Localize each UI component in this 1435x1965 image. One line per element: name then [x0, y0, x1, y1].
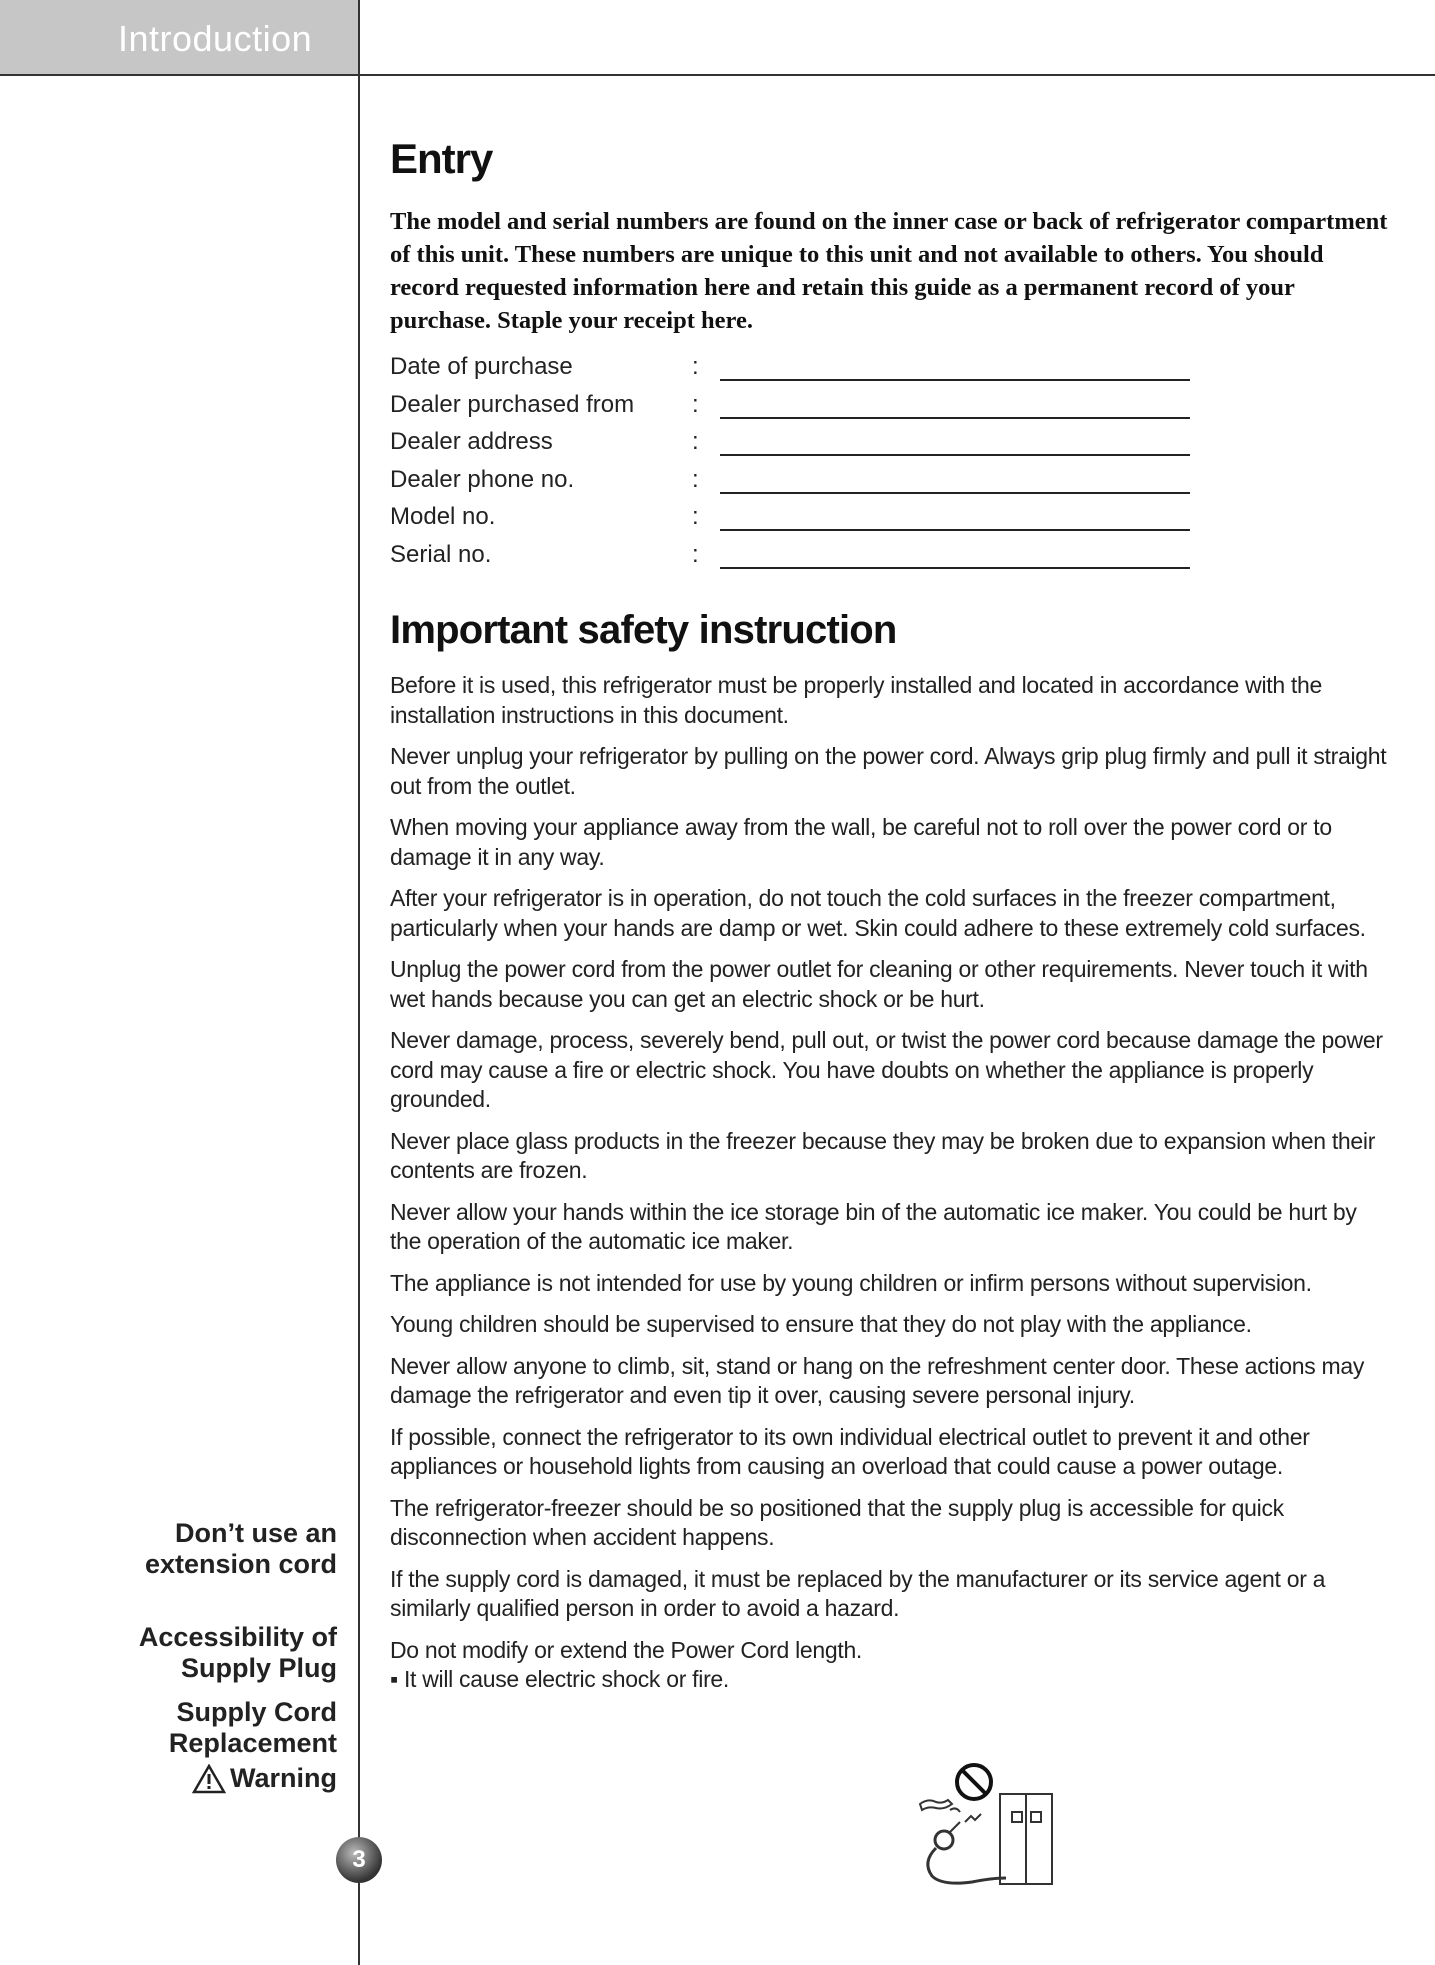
safety-paragraph: Never allow anyone to climb, sit, stand or hang on the refreshment center door. These actions may damage the refrigerator and even tip it over, causing severe personal injury.	[390, 1352, 1365, 1408]
safety-paragraph: Young children should be supervised to ensure that they do not play with the appliance.	[390, 1311, 1252, 1337]
safety-paragraph: Before it is used, this refrigerator must be properly installed and located in accordance with the installation instructions in this document.	[390, 672, 1322, 728]
entry-intro: The model and serial numbers are found on the inner case or back of refrigerator compartment of this unit. These numbers are unique to this unit and not available to others. You should record requested information here and retain this guide as a permanent record of your purchase. Staple your receipt here.	[390, 208, 1388, 334]
sidebar-label: Supply Cord	[176, 1697, 337, 1727]
field-label: Model no.	[390, 503, 496, 530]
field-label: Serial no.	[390, 540, 492, 568]
field-model-no	[390, 497, 1390, 535]
field-date-of-purchase	[390, 347, 1390, 385]
field-colon: :	[692, 390, 699, 418]
main-content	[390, 135, 1390, 1707]
section-tab-label: Introduction	[118, 18, 313, 59]
safety-paragraph: Never damage, process, severely bend, pull out, or twist the power cord because damage the power cord may cause a fire or electric shock. You have doubts on whether the appliance is properly grounded.	[390, 1027, 1383, 1112]
field-dealer-phone	[390, 460, 1390, 498]
field-blank-line	[720, 454, 1190, 456]
field-dealer-address	[390, 422, 1390, 460]
page-number-badge: 3	[336, 1837, 382, 1883]
field-label: Dealer phone no.	[390, 465, 575, 493]
safety-paragraph: Never place glass products in the freezer because they may be broken due to expansion when their contents are frozen.	[390, 1127, 1376, 1183]
field-blank-line	[720, 567, 1190, 569]
sidebar-label: Replacement	[168, 1728, 337, 1758]
field-colon: :	[692, 465, 699, 493]
warning-bullet: ▪ It will cause electric shock or fire.	[390, 1666, 730, 1692]
warning-paragraph: Do not modify or extend the Power Cord length.	[390, 1636, 863, 1663]
extension-cord-paragraph: If possible, connect the refrigerator to its own individual electrical outlet to prevent it and other appliances or household lights from causing an overload that could cause a power outage.	[390, 1423, 1310, 1479]
sidebar-warning	[192, 1763, 337, 1794]
field-blank-line	[720, 492, 1190, 494]
sidebar-label: Supply Plug	[180, 1653, 337, 1683]
field-label: Date of purchase	[390, 353, 573, 380]
field-colon: :	[692, 353, 699, 380]
field-blank-line	[720, 417, 1190, 419]
sidebar-label: Accessibility of	[138, 1622, 337, 1652]
no-extension-cord-illustration	[910, 1762, 1060, 1890]
plug-icon	[935, 1831, 953, 1849]
section-tab	[0, 0, 360, 74]
record-fields	[390, 347, 1390, 572]
supply-cord-paragraph: If the supply cord is damaged, it must be replaced by the manufacturer or its service agent or a similarly qualified person in order to avoid a hazard.	[390, 1565, 1326, 1621]
field-dealer-purchased-from	[390, 385, 1390, 423]
sidebar-supply-plug	[139, 1622, 337, 1684]
hand-icon	[920, 1800, 952, 1810]
sidebar-label: Don’t use an	[174, 1518, 337, 1548]
field-serial-no	[390, 535, 1390, 573]
supply-plug-paragraph: The refrigerator-freezer should be so positioned that the supply plug is accessible for quick disconnection when accident happens.	[390, 1494, 1284, 1550]
sidebar-extension-cord	[145, 1518, 337, 1580]
margin-rule	[358, 0, 360, 1965]
safety-paragraph: When moving your appliance away from the wall, be careful not to roll over the power cord or to damage it in any way.	[390, 814, 1332, 870]
header-rule	[0, 74, 1435, 76]
safety-paragraph: After your refrigerator is in operation, do not touch the cold surfaces in the freezer compartment, particularly when your hands are damp or wet. Skin could adhere to these extremely cold surfaces.	[390, 885, 1366, 941]
safety-title: Important safety instruction	[390, 608, 897, 652]
entry-title: Entry	[390, 135, 493, 182]
safety-paragraph: Never allow your hands within the ice storage bin of the automatic ice maker. You could be hurt by the operation of the automatic ice maker.	[390, 1198, 1357, 1254]
field-label: Dealer purchased from	[390, 390, 635, 418]
field-colon: :	[692, 540, 699, 568]
sidebar-supply-cord	[169, 1697, 337, 1759]
safety-paragraph: The appliance is not intended for use by young children or infirm persons without supervision.	[390, 1269, 1312, 1296]
field-label: Dealer address	[390, 428, 553, 455]
warning-triangle-icon	[192, 1764, 226, 1794]
warning-label: Warning	[230, 1763, 337, 1793]
sidebar-label: extension cord	[144, 1549, 337, 1579]
field-blank-line	[720, 529, 1190, 531]
safety-paragraph: Never unplug your refrigerator by pulling on the power cord. Always grip plug firmly and pull it straight out from the outlet.	[390, 743, 1387, 799]
safety-paragraph: Unplug the power cord from the power outlet for cleaning or other requirements. Never touch it with wet hands because you can get an electric shock or be hurt.	[390, 956, 1368, 1012]
field-blank-line	[720, 379, 1190, 381]
field-colon: :	[692, 428, 699, 455]
field-colon: :	[692, 503, 699, 530]
